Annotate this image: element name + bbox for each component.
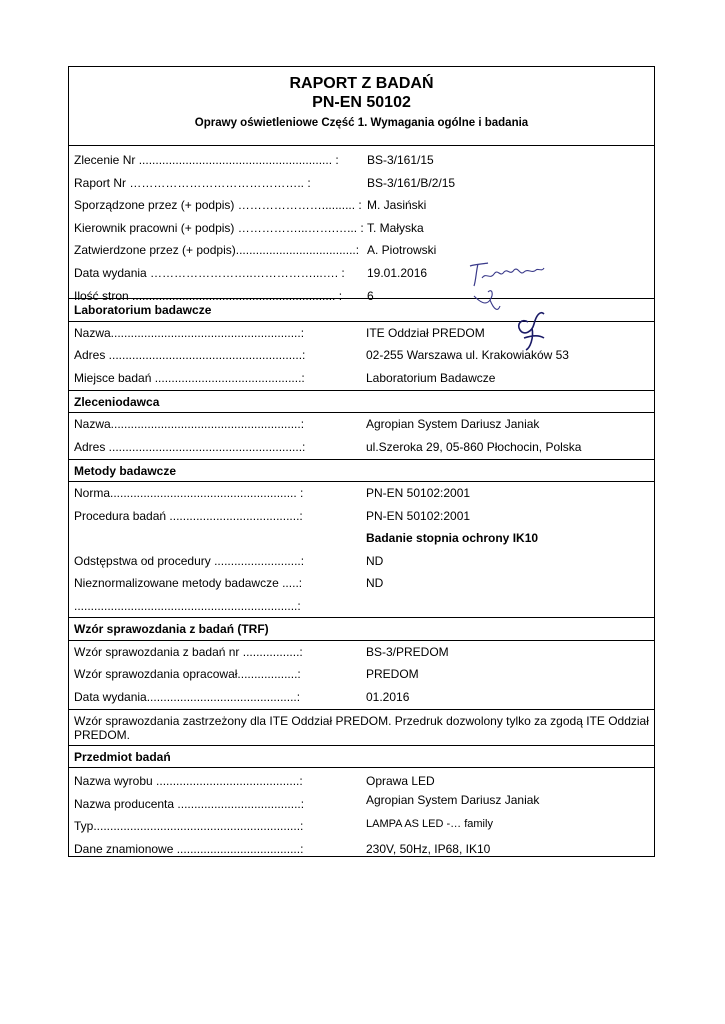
- subject-row-product: [69, 770, 654, 793]
- methods-row-procedure: [69, 505, 654, 528]
- field-value: BS-3/PREDOM: [366, 644, 449, 659]
- field-value: ND: [366, 553, 384, 568]
- report-header: [69, 67, 654, 146]
- field-value: PN-EN 50102:2001: [366, 508, 471, 523]
- info-row-issue-date: [69, 262, 654, 285]
- field-label: Nazwa.........................................................:: [74, 325, 305, 340]
- field-label: Nieznormalizowane metody badawcze .....:: [74, 576, 303, 591]
- field-value: Agropian System Dariusz Janiak: [366, 792, 540, 807]
- field-label: Nazwa producenta .....................................:: [74, 796, 305, 811]
- info-label: Zatwierdzone przez (+ podpis)....................................:: [74, 243, 360, 258]
- field-value: PREDOM: [366, 667, 419, 682]
- trf-row-number: [69, 641, 654, 664]
- info-value: 6: [367, 288, 374, 303]
- trf-block: [69, 641, 654, 710]
- lab-row-name: [69, 322, 654, 345]
- laboratory-block: [69, 322, 654, 391]
- field-label: Nazwa.........................................................:: [74, 417, 305, 431]
- field-value: ul.Szeroka 29, 05-860 Płochocin, Polska: [366, 439, 582, 454]
- field-label: Adres ..........................................................:: [74, 439, 306, 454]
- field-value: ND: [366, 576, 384, 591]
- subject-row-type: [69, 815, 654, 838]
- info-value: M. Jasiński: [367, 198, 427, 213]
- field-label: Procedura badań .......................................:: [74, 508, 303, 523]
- lab-row-place: [69, 367, 654, 390]
- field-label: Odstępstwa od procedury ..........................:: [74, 553, 305, 568]
- info-label: Ilość stron ............................................................. :: [74, 288, 343, 303]
- info-label: Kierownik pracowni (+ podpis) ……………...…….…... :: [74, 220, 364, 235]
- client-row-name: [69, 413, 654, 436]
- info-label: Zlecenie Nr .......................................................... :: [74, 153, 339, 167]
- subject-block: [69, 768, 654, 860]
- info-value: T. Małyska: [367, 220, 424, 235]
- section-laboratory-heading: Laboratorium badawcze: [69, 299, 654, 322]
- methods-row-test-name: [69, 527, 654, 550]
- subject-row-ratings: [69, 838, 654, 861]
- field-value: Laboratorium Badawcze: [366, 370, 496, 385]
- subject-row-manufacturer: [69, 793, 654, 816]
- field-label: Nazwa wyrobu ...........................................:: [74, 774, 303, 788]
- info-row-report: [69, 172, 654, 195]
- field-value: 230V, 50Hz, IP68, IK10: [366, 841, 491, 856]
- info-value: BS-3/161/15: [367, 153, 434, 167]
- trf-row-author: [69, 663, 654, 686]
- field-label: Miejsce badań ............................................:: [74, 370, 305, 385]
- methods-row-nonstandard: [69, 572, 654, 595]
- client-block: [69, 413, 654, 460]
- field-value: 01.2016: [366, 689, 410, 704]
- field-label: Wzór sprawozdania opracował..................:: [74, 667, 301, 682]
- report-frame: [68, 66, 655, 857]
- report-title: RAPORT Z BADAŃ: [289, 75, 434, 92]
- info-label: Sporządzone przez (+ podpis) ………………….......... :: [74, 198, 362, 213]
- field-label: ...................................................................:: [74, 598, 301, 613]
- info-value: A. Piotrowski: [367, 243, 437, 258]
- section-subject-heading: Przedmiot badań: [69, 746, 654, 769]
- field-label: Wzór sprawozdania z badań nr .................:: [74, 644, 303, 659]
- field-label: Data wydania.............................................:: [74, 689, 301, 704]
- field-value: PN-EN 50102:2001: [366, 486, 471, 500]
- trf-copyright-note: Wzór sprawozdania zastrzeżony dla ITE Oddział PREDOM. Przedruk dozwolony tylko za zgodą ITE Oddział PREDOM.: [69, 710, 654, 746]
- info-row-order: [69, 149, 654, 172]
- methods-row-standard: [69, 482, 654, 505]
- section-methods-heading: Metody badawcze: [69, 460, 654, 483]
- section-trf-heading: Wzór sprawozdania z badań (TRF): [69, 618, 654, 641]
- methods-row-blank: [69, 595, 654, 618]
- info-row-approved: [69, 239, 654, 262]
- field-label: Typ..............................................................:: [74, 819, 304, 834]
- info-row-prepared: [69, 194, 654, 217]
- lab-row-address: [69, 344, 654, 367]
- info-row-manager: [69, 217, 654, 240]
- section-client-heading: Zleceniodawca: [69, 391, 654, 414]
- report-info-block: [69, 146, 654, 303]
- field-value: ITE Oddział PREDOM: [366, 325, 485, 340]
- field-value: Oprawa LED: [366, 774, 435, 788]
- info-row-pages: [69, 285, 654, 308]
- report-subtitle: Oprawy oświetleniowe Część 1. Wymagania ogólne i badania: [194, 117, 529, 129]
- field-label: Adres ..........................................................:: [74, 348, 306, 363]
- field-value: Agropian System Dariusz Janiak: [366, 417, 540, 431]
- methods-row-deviations: [69, 550, 654, 573]
- client-row-address: [69, 436, 654, 459]
- field-label: Norma........................................................ :: [74, 486, 304, 500]
- field-label: Dane znamionowe .....................................:: [74, 841, 304, 856]
- field-value: 02-255 Warszawa ul. Krakowiaków 53: [366, 348, 569, 363]
- info-label: Raport Nr …………………………………….. :: [74, 175, 311, 190]
- info-value: 19.01.2016: [367, 265, 428, 280]
- field-value: Badanie stopnia ochrony IK10: [366, 531, 539, 546]
- info-value: BS-3/161/B/2/15: [367, 175, 456, 190]
- trf-row-date: [69, 686, 654, 709]
- field-value: LAMPA AS LED -… family: [366, 818, 493, 831]
- methods-block: [69, 482, 654, 618]
- info-label: Data wydania ……………………..……………...…. :: [74, 265, 345, 280]
- report-standard: PN-EN 50102: [312, 94, 411, 111]
